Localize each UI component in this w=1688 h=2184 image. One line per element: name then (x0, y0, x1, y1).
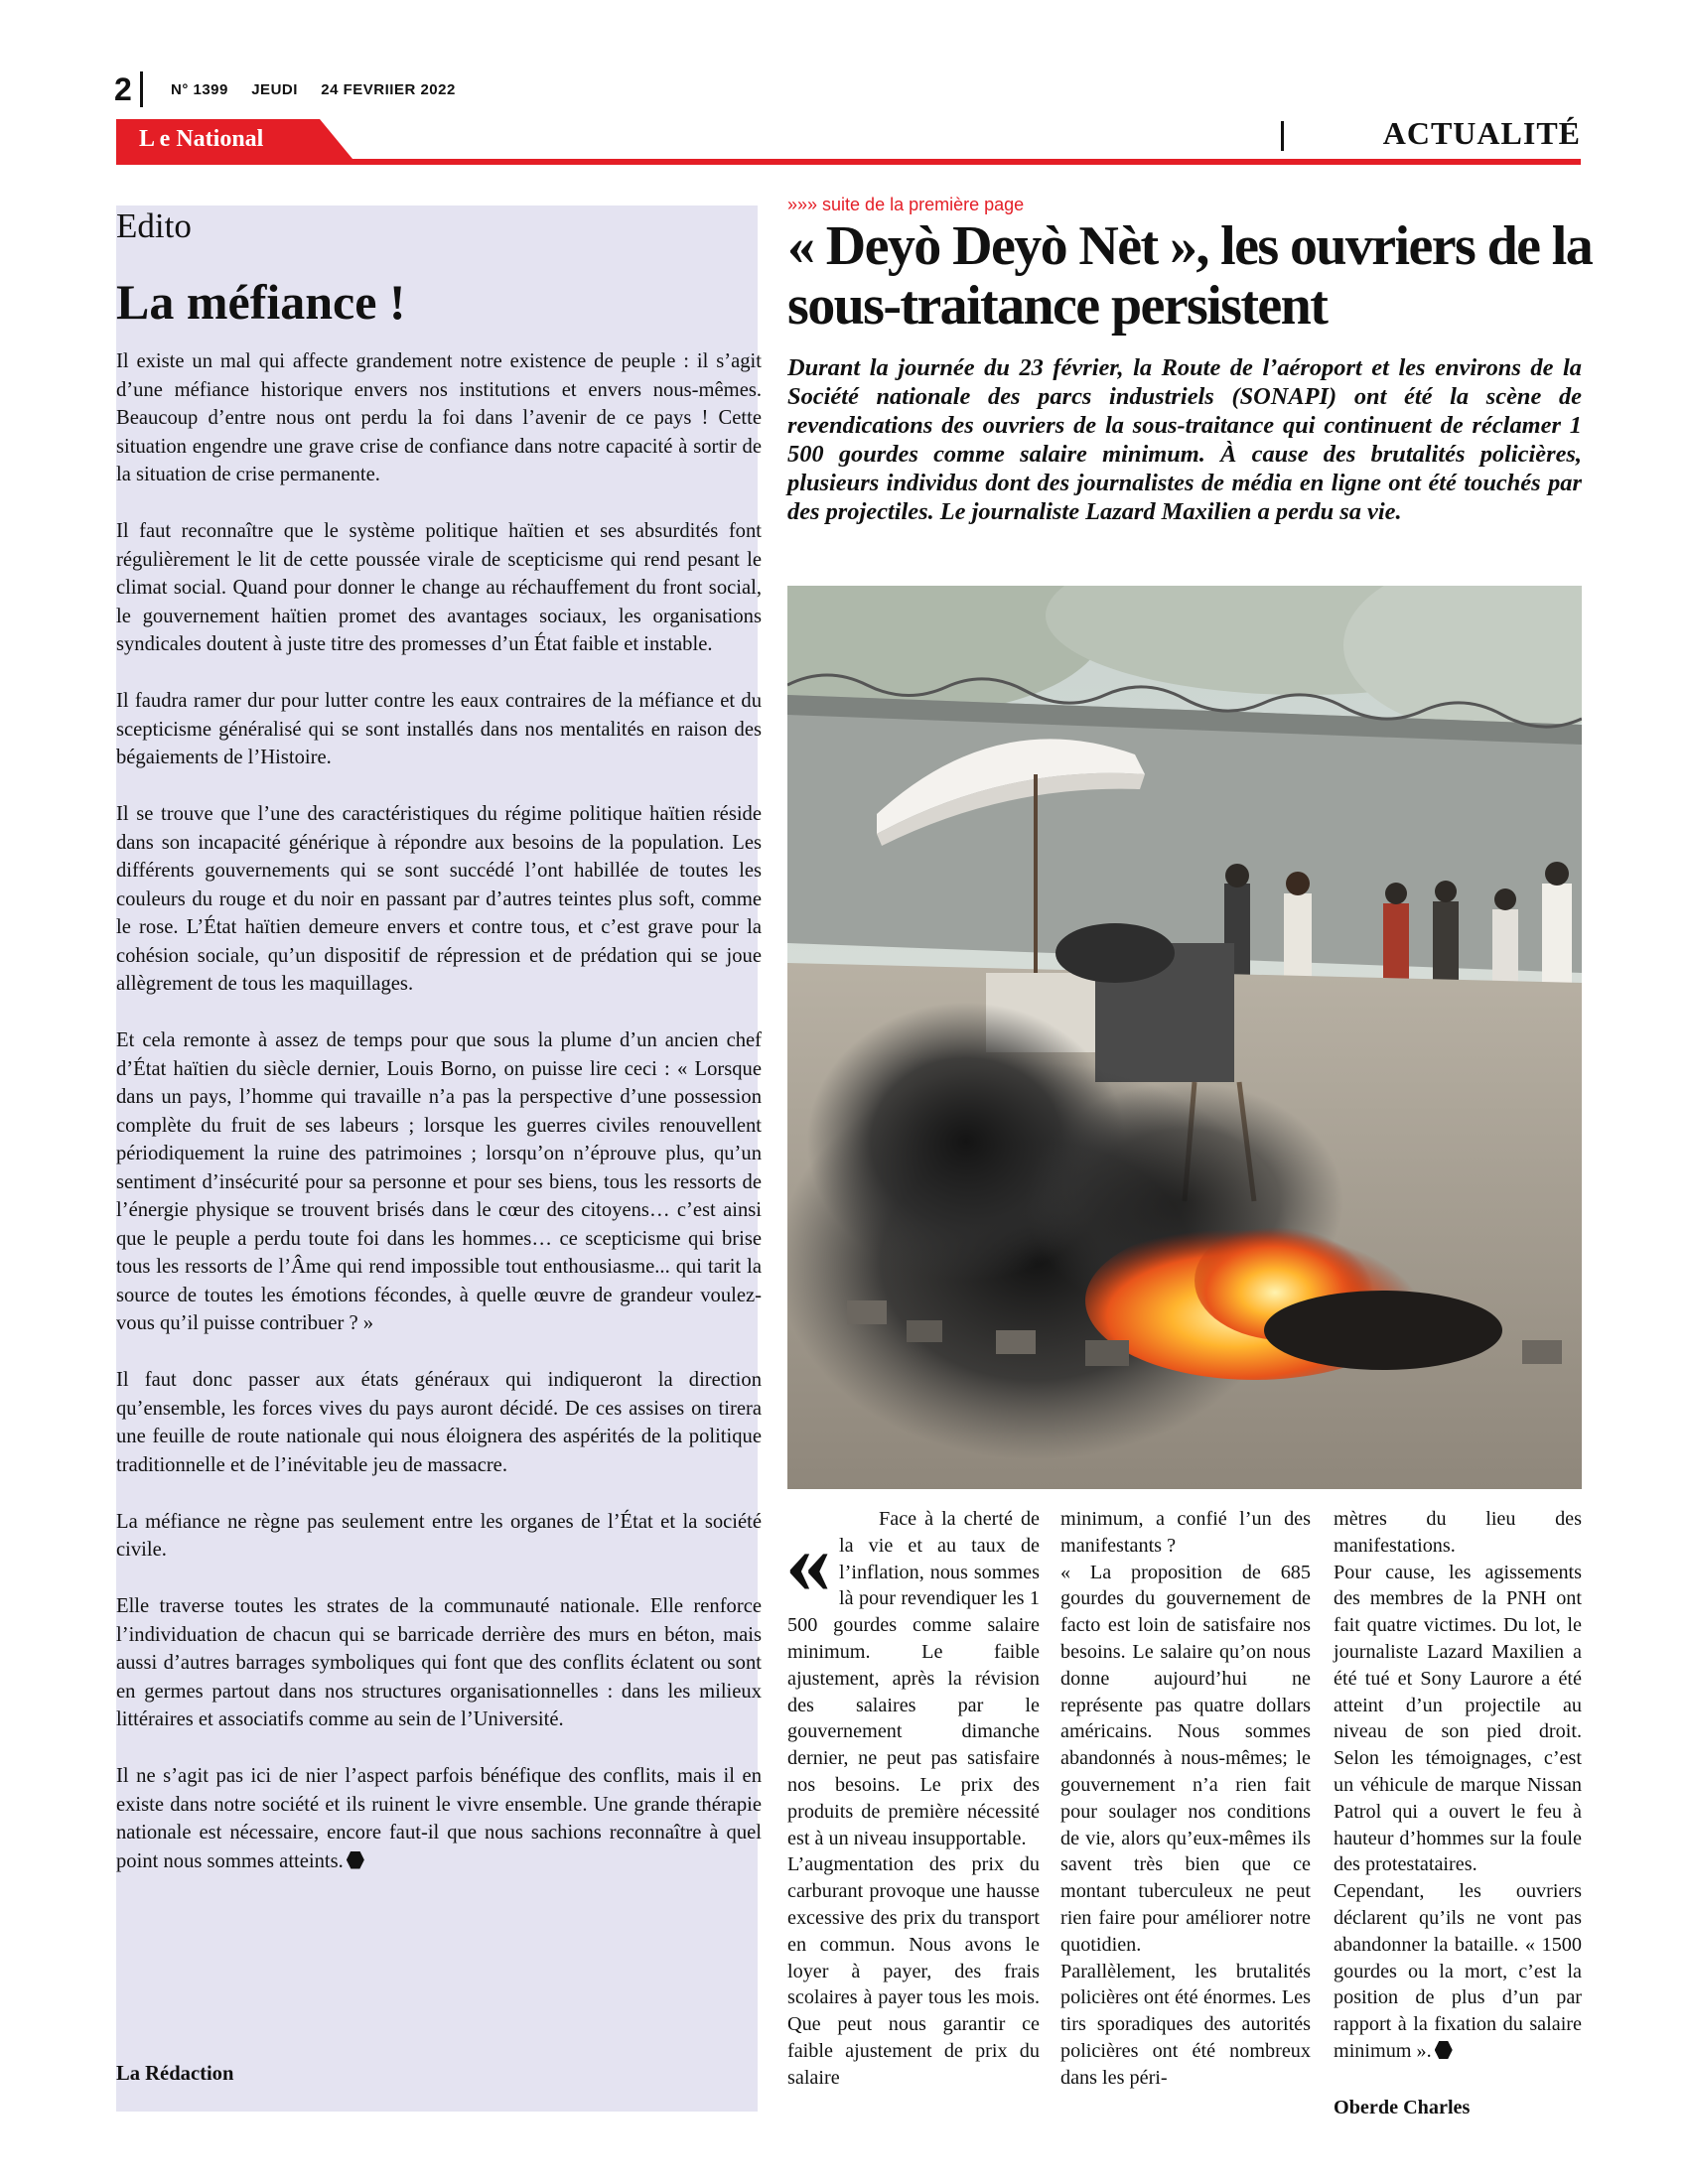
article-column-2 (1060, 1506, 1311, 2092)
article-kicker: »»» suite de la première page (787, 195, 1025, 214)
edito-kicker: Edito (116, 206, 192, 245)
newspaper-brand: L e National (139, 126, 264, 152)
issue-number: N° 1399 (171, 81, 228, 98)
article-signature: Oberde Charles (1334, 2097, 1471, 2118)
article-paragraph: « La proposition de 685 gourdes du gouvernement de facto est loin de satisfaire nos besoins. Le salaire qu’on nous donne aujourd’hui ne représente pas quatre dollars américains. Nous sommes abandonnés à nous-mêmes; le gouvernement n’a rien fait pour soulager nos conditions de vie, alors qu’eux-mêmes ils savent très bien que ce montant tuberculeux ne peut rien faire pour améliorer notre quotidien. (1060, 1561, 1311, 1956)
article-paragraph: Pour cause, les agissements des membres de la PNH ont fait quatre victimes. Du lot, le journaliste Lazard Maxilien a été tué et Sony Laurore a été atteint d’un projectile au niveau de son pied droit. Selon les témoignages, c’est un véhicule de marque Nissan Patrol qui a ouvert le feu à hauteur d’hommes sur la foule des protestataires. (1334, 1561, 1582, 1876)
edito-paragraph: La méfiance ne règne pas seulement entre les organes de l’État et la société civile. (116, 1510, 762, 1561)
edito-paragraph: Il se trouve que l’une des caractéristiques du régime politique haïtien réside dans son incapacité générique à répondre aux besoins de la population. Les différents gouvernements qui se sont succédé l’ont habillée de toutes les couleurs du rouge et du noir en passant par d’autres teintes plus soft, comme le rose. L’État haïtien demeure envers et contre tous, et c’est grave pour la cohésion sociale, qu’un dispositif de répression et de prédation qui se joue allègrement de tous les maquillages. (116, 803, 762, 995)
page-number: 2 (114, 71, 132, 107)
end-mark-icon (1435, 2041, 1453, 2059)
issue-info (171, 81, 456, 98)
edito-paragraph: Il faut donc passer aux états généraux qui indiqueront la direction qu’ensemble, les forces vives du pays auront décidé. De ces assises on tirera une feuille de route nationale qui nous éloignera des aspérités de la politique traditionnelle et de l’inévitable jeu de massacre. (116, 1369, 762, 1476)
article-paragraph-text: Cependant, les ouvriers déclarent qu’ils ne vont pas abandonner la bataille. « 1500 gourdes ou la mort, c’est la position de plus d’un par rapport à la fixation du salaire minimum ». (1334, 1880, 1582, 2062)
article-column-3 (1334, 1506, 1582, 2065)
page-number-divider (140, 71, 143, 107)
article-paragraph: Face à la cherté de la vie et au taux de l’inflation, nous sommes là pour revendiquer les 1 500 gourdes comme salaire minimum. Le faible ajustement, après la révision des salaires par le gouvernement dimanche dernier, ne peut pas satisfaire nos besoins. Le prix des produits de première nécessité est à un niveau insupportable. (787, 1508, 1040, 1849)
protest-photo (787, 586, 1582, 1489)
drop-quote-mark: « (785, 1511, 831, 1612)
article-headline: « Deyò Deyò Nèt », les ouvriers de la sous-traitance persistent (787, 215, 1593, 337)
article-paragraph: Parallèlement, les brutalités policières ont été énormes. Les tirs sporadiques des autorités policières ont été nombreux dans les péri- (1060, 1960, 1311, 2089)
article-paragraph-last (1334, 1878, 1582, 2065)
issue-date: 24 FEVRIIER 2022 (321, 81, 456, 98)
article-paragraph: L’augmentation des prix du carburant provoque une hausse excessive des prix du transport en commun. Nous avons le loyer à payer, des frais scolaires à payer tous les mois. Que peut nous garantir ce faible ajustement de prix du salaire (787, 1853, 1040, 2089)
edito-body (116, 347, 762, 1904)
edito-paragraph: Il faut reconnaître que le système politique haïtien et ses absurdités font régulièrement le lit de cette poussée virale de scepticisme qui rend pesant le climat social. Quand pour donner le change au réchauffement du front social, le gouvernement haïtien promet des avantages sociaux, les organisations syndicales doutent à juste titre des promesses d’un État faible et instable. (116, 520, 762, 655)
issue-weekday: JEUDI (251, 81, 298, 98)
end-mark-icon (347, 1851, 364, 1869)
edito-paragraph-text: Il ne s’agit pas ici de nier l’aspect parfois bénéfique des conflits, mais il en existe dans notre société et ils ruinent le vivre ensemble. Une grande thérapie nationale est nécessaire, encore faut-il que nous sachions reconnaître à quel point nous sommes atteints. (116, 1765, 762, 1872)
edito-title: La méfiance ! (116, 274, 406, 330)
section-divider (1281, 121, 1284, 151)
edito-signature: La Rédaction (116, 2063, 234, 2085)
article-paragraph: minimum, a confié l’un des manifestants ? (1060, 1508, 1311, 1557)
article-paragraph: mètres du lieu des manifestations. (1334, 1508, 1582, 1557)
section-title: ACTUALITÉ (1382, 115, 1581, 151)
header-rule (116, 159, 1581, 165)
edito-paragraph: Il faudra ramer dur pour lutter contre les eaux contraires de la méfiance et du scepticisme généralisé qui se sont installés dans nos mentalités en raison des bégaiements de l’Histoire. (116, 690, 762, 768)
article-lead: Durant la journée du 23 février, la Route de l’aéroport et les environs de la Société nationale des parcs industriels (SONAPI) ont été la scène de revendications des ouvriers de la sous-traitance qui continuent de réclamer 1 500 gourdes comme salaire minimum. À cause des brutalités policières, plusieurs individus dont des journalistes de média en ligne ont été touchés par des projectiles. Le journaliste Lazard Maxilien a perdu sa vie. (787, 354, 1582, 525)
edito-paragraph: Elle traverse toutes les strates de la communauté nationale. Elle renforce l’individuation de chacun qui se barricade derrière des murs en béton, mais aussi d’autres barrages symboliques qui font que des conflits éclatent ou sont en germes partout dans nos structures organisationnelles : dans les milieux littéraires et associatifs comme au sein de l’Université. (116, 1595, 762, 1730)
edito-paragraph: Et cela remonte à assez de temps pour que sous la plume d’un ancien chef d’État haïtien du siècle dernier, Louis Borno, on puisse lire ceci : « Lorsque dans un pays, l’homme qui travaille n’a pas la perspective d’une possession complète du fruit de ses labeurs ; lorsque les guerres civiles renouvellent périodiquement la ruine des patrimoines ; lorsqu’on n’éprouve plus, qu’un sentiment d’insécurité pour sa personne et pour ses biens, tous les ressorts de l’énergie physique se trouvent brisés dans le cœur des citoyens… c’est ainsi que le peuple a perdu toute foi dans les hommes… ce scepticisme qui brise tous les ressorts de l’Âme qui rend impossible tout enthousiasme... qui tarit la source de toutes les émotions fécondes, à quelle œuvre de grandeur voulez-vous qu’il puisse contribuer ? » (116, 1029, 762, 1334)
edito-paragraph: Il existe un mal qui affecte grandement notre existence de peuple : il s’agit d’une méfiance historique envers nos institutions et envers nous-mêmes. Beaucoup d’entre nous ont perdu la foi dans l’avenir de ce pays ! Cette situation engendre une grave crise de confiance dans notre capacité à sortir de la situation de crise permanente. (116, 350, 762, 485)
article-column-1 (787, 1506, 1040, 2092)
edito-paragraph-last (116, 1762, 762, 1875)
